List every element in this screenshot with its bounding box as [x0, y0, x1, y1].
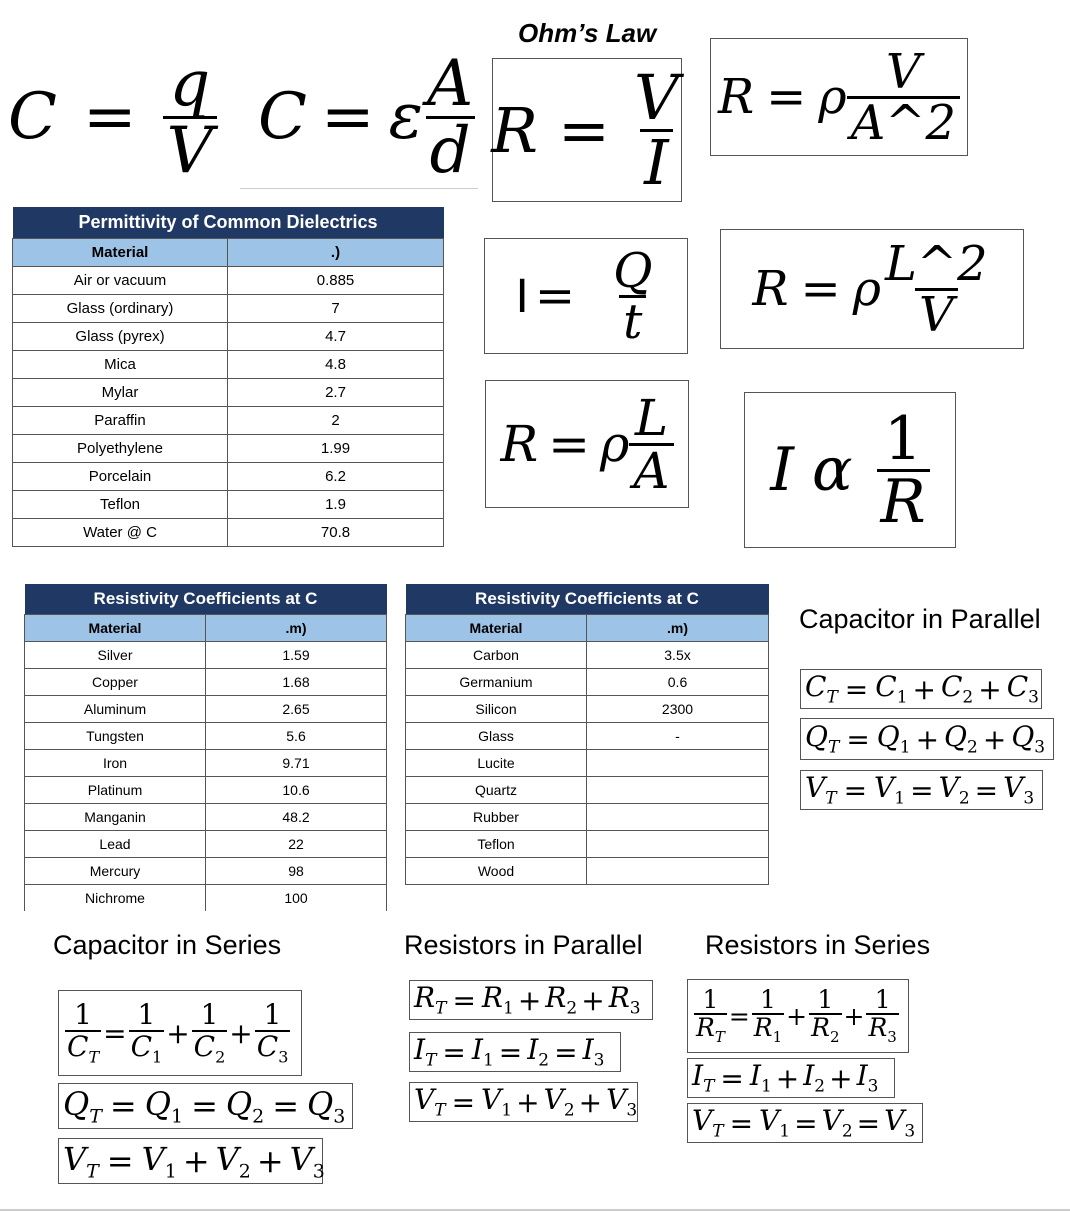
op: +: [915, 722, 940, 756]
table-row: [25, 749, 387, 776]
formula-r-rho-l-a: [485, 380, 689, 508]
term-1: $V_1$: [141, 1139, 177, 1183]
formula-lhs: R: [752, 261, 789, 317]
op: =: [103, 1016, 127, 1050]
op: =: [720, 1061, 744, 1095]
op: =: [109, 1087, 137, 1125]
table-row: [13, 322, 444, 350]
table-row: [406, 803, 769, 830]
cell-material: Teflon: [13, 490, 228, 518]
cell-material: Wood: [406, 857, 587, 884]
table-row: [406, 749, 769, 776]
term-2: $V_2$: [938, 771, 970, 809]
cell-material: Water @ C: [13, 518, 228, 546]
table-row: [406, 668, 769, 695]
cell-value: 3.5x: [587, 641, 769, 668]
section-title-capacitor-parallel: Capacitor in Parallel: [799, 604, 1041, 634]
cell-value: 1.9: [228, 490, 444, 518]
formula-equals: =: [320, 80, 375, 154]
op: =: [498, 1035, 523, 1069]
formula-fraction: [847, 43, 960, 151]
underline-divider: [240, 188, 478, 189]
formula-r-rho-l2-v: [720, 229, 1024, 349]
cell-value: 5.6: [206, 722, 387, 749]
formula-equals: =: [548, 415, 591, 473]
op: +: [982, 722, 1007, 756]
cell-material: Nichrome: [25, 884, 206, 911]
term-total: $I_T$: [414, 1033, 437, 1071]
cell-value: 98: [206, 857, 387, 884]
table-row: [406, 857, 769, 884]
formula-ohms-law: [492, 58, 682, 202]
formula-fraction: [609, 242, 656, 350]
table-row: [25, 695, 387, 722]
cell-value: [587, 749, 769, 776]
eq-cap-parallel-charge-ct: [800, 669, 1042, 709]
table-row: [13, 434, 444, 462]
formula-equals: =: [82, 80, 137, 154]
section-title-resistors-series: Resistors in Series: [705, 930, 931, 960]
formula-fraction: [630, 60, 683, 199]
cell-value: 48.2: [206, 803, 387, 830]
formula-denominator: d: [426, 116, 475, 183]
op: +: [229, 1016, 253, 1050]
column-header-material: Material: [13, 238, 228, 266]
op: =: [856, 1106, 881, 1140]
term-1: $Q_1$: [144, 1084, 184, 1128]
table-row: [406, 830, 769, 857]
cell-material: Aluminum: [25, 695, 206, 722]
table-title: Permittivity of Common Dielectrics: [13, 207, 444, 238]
term-1: $V_1$: [874, 771, 906, 809]
formula-lhs: R: [718, 69, 755, 125]
formula-equals: =: [766, 69, 807, 125]
cell-value: 100: [206, 884, 387, 911]
term-3: $R_3$: [608, 981, 641, 1019]
formula-c-eps-a-d: [258, 42, 477, 192]
formula-denominator: V: [163, 116, 217, 183]
eq-cap-series-inverse: [58, 990, 302, 1076]
column-header-material: Material: [406, 614, 587, 641]
table-row: [406, 695, 769, 722]
op: +: [516, 1085, 540, 1119]
column-header-value: .m): [587, 614, 769, 641]
section-title-resistors-parallel: Resistors in Parallel: [404, 930, 643, 960]
formula-denominator: t: [619, 295, 646, 346]
cell-value: 70.8: [228, 518, 444, 546]
formula-lhs: I: [770, 435, 794, 505]
cell-value: 1.59: [206, 641, 387, 668]
cell-material: Silver: [25, 641, 206, 668]
term-1: $C_1$: [875, 670, 908, 708]
table-row: [13, 462, 444, 490]
op: =: [554, 1035, 578, 1069]
table-row: [406, 722, 769, 749]
term-total: $I_T$: [692, 1059, 715, 1097]
table-row: [25, 722, 387, 749]
fraction-1: $\frac{1}{R_1}$: [753, 984, 783, 1046]
op: +: [843, 1001, 865, 1031]
cell-material: Rubber: [406, 803, 587, 830]
fraction-2: $\frac{1}{R_2}$: [811, 984, 840, 1046]
table-title: Resistivity Coefficients at C: [406, 584, 769, 614]
eq-res-parallel-it: [409, 1032, 621, 1072]
formula-proportional: α: [811, 435, 853, 505]
op: =: [910, 773, 934, 807]
table-row: [13, 406, 444, 434]
table-row: [13, 350, 444, 378]
eq-cap-series-charge-qt: [58, 1083, 353, 1129]
formula-numerator: L: [634, 388, 669, 447]
term-3: $I_3$: [582, 1033, 605, 1071]
cell-material: Glass: [406, 722, 587, 749]
table-row: [25, 803, 387, 830]
fraction-3: $\frac{1}{R_3}$: [868, 984, 897, 1046]
eq-cap-parallel-charge-qt: [800, 718, 1054, 760]
term-3: $C_3$: [1006, 670, 1039, 708]
cell-value: 9.71: [206, 749, 387, 776]
cell-material: Lucite: [406, 749, 587, 776]
formula-numerator: 1: [884, 403, 923, 474]
cell-value: 0.6: [587, 668, 769, 695]
term-total: $C_T$: [805, 670, 838, 708]
cell-material: Germanium: [406, 668, 587, 695]
cell-material: Platinum: [25, 776, 206, 803]
formula-lhs: C: [258, 80, 307, 154]
cell-material: Porcelain: [13, 462, 228, 490]
cell-value: 1.99: [228, 434, 444, 462]
op: =: [846, 722, 870, 756]
term-2: $I_2$: [803, 1059, 826, 1097]
eq-cap-series-voltage-vt: [58, 1138, 323, 1184]
formula-denominator: A^2: [847, 96, 960, 147]
term-total: $V_T$: [414, 1083, 446, 1121]
cell-value: 10.6: [206, 776, 387, 803]
eq-res-parallel-rt: [409, 980, 653, 1020]
op: +: [912, 672, 936, 706]
term-3: $Q_3$: [1011, 720, 1046, 758]
term-3: $Q_3$: [307, 1084, 346, 1128]
term-2: $I_2$: [527, 1033, 550, 1071]
table-row: [25, 641, 387, 668]
op: =: [272, 1087, 300, 1125]
table-title: Resistivity Coefficients at C: [25, 584, 387, 614]
term-total: $V_T$: [692, 1104, 724, 1142]
formula-numerator: V: [885, 43, 921, 100]
cell-value: 2.65: [206, 695, 387, 722]
table-row: [25, 668, 387, 695]
formula-numerator: L^2: [884, 235, 988, 292]
formula-numerator: A: [426, 46, 474, 121]
cell-material: Polyethylene: [13, 434, 228, 462]
eq-res-series-it: [687, 1058, 895, 1098]
resistivity-table-conductors: [24, 584, 387, 911]
cell-material: Silicon: [406, 695, 587, 722]
formula-lhs: C: [8, 80, 57, 154]
cell-material: Iron: [25, 749, 206, 776]
term-2: $V_2$: [543, 1083, 575, 1121]
cell-value: [587, 776, 769, 803]
formula-equals: =: [800, 261, 841, 317]
cell-value: [587, 857, 769, 884]
column-header-material: Material: [25, 614, 206, 641]
cell-material: Teflon: [406, 830, 587, 857]
cell-value: 0.885: [228, 266, 444, 294]
cell-material: Glass (ordinary): [13, 294, 228, 322]
cell-material: Paraffin: [13, 406, 228, 434]
formula-coefficient: ρ: [818, 69, 847, 125]
eq-res-series-vt: [687, 1103, 923, 1143]
cell-value: -: [587, 722, 769, 749]
eq-res-parallel-vt: [409, 1082, 638, 1122]
cell-value: 2300: [587, 695, 769, 722]
term-3: $V_3$: [606, 1083, 638, 1121]
cell-value: 1.68: [206, 668, 387, 695]
formula-numerator: Q: [613, 242, 653, 299]
term-2: $R_2$: [545, 981, 578, 1019]
cell-value: 4.8: [228, 350, 444, 378]
op: =: [106, 1142, 134, 1180]
formula-coefficient: ρ: [852, 261, 881, 317]
fraction-1: $\frac{1}{C_1}$: [130, 998, 163, 1067]
formula-denominator: V: [915, 288, 958, 339]
table-row: [13, 518, 444, 546]
op: +: [166, 1016, 190, 1050]
op: =: [974, 773, 999, 807]
term-total: $V_T$: [63, 1139, 99, 1183]
table-row: [25, 830, 387, 857]
term-1: $V_1$: [481, 1083, 513, 1121]
term-total: $R_T$: [414, 981, 447, 1019]
op: =: [729, 1106, 754, 1140]
term-2: $V_2$: [215, 1139, 251, 1183]
section-title-capacitor-series: Capacitor in Series: [53, 930, 282, 960]
table-row: [25, 776, 387, 803]
formula-lhs: I: [515, 269, 529, 323]
formula-coefficient: ε: [388, 80, 423, 154]
cell-material: Tungsten: [25, 722, 206, 749]
fraction-total: $\frac{1}{R_T}$: [696, 984, 725, 1046]
cell-material: Glass (pyrex): [13, 322, 228, 350]
op: +: [786, 1001, 808, 1031]
term-3: $V_3$: [289, 1139, 325, 1183]
formula-lhs: R: [491, 93, 538, 167]
op: +: [978, 672, 1002, 706]
formula-equals: =: [557, 93, 610, 167]
table-row: [406, 641, 769, 668]
op: =: [794, 1106, 818, 1140]
cell-material: Carbon: [406, 641, 587, 668]
formula-fraction: [629, 388, 673, 500]
cell-value: 4.7: [228, 322, 444, 350]
column-header-value: .): [228, 238, 444, 266]
table-row: [13, 490, 444, 518]
term-2: $V_2$: [821, 1104, 853, 1142]
table-row: [25, 857, 387, 884]
op: +: [775, 1061, 800, 1095]
term-1: $Q_1$: [876, 720, 911, 758]
cell-material: Quartz: [406, 776, 587, 803]
op: =: [728, 1001, 750, 1031]
formula-fraction: [881, 235, 992, 343]
term-total: $Q_T$: [805, 720, 840, 758]
ohms-law-title: Ohm’s Law: [518, 18, 657, 48]
eq-cap-parallel-voltage-vt: [800, 770, 1043, 810]
term-1: $I_1$: [471, 1033, 494, 1071]
table-row: [13, 294, 444, 322]
table-row: [25, 884, 387, 911]
cell-material: Copper: [25, 668, 206, 695]
term-1: $I_1$: [749, 1059, 772, 1097]
cell-value: [587, 830, 769, 857]
term-total: $V_T$: [805, 771, 837, 809]
formula-coefficient: ρ: [600, 415, 630, 473]
cell-material: Lead: [25, 830, 206, 857]
cell-value: 22: [206, 830, 387, 857]
term-2: $C_2$: [940, 670, 974, 708]
term-3: $I_3$: [856, 1059, 879, 1097]
op: =: [452, 983, 476, 1017]
formula-i-alpha-1-r: [744, 392, 956, 548]
op: =: [442, 1035, 466, 1069]
formula-fraction: [163, 46, 217, 188]
resistivity-table-insulators: [405, 584, 769, 885]
term-1: $R_1$: [481, 981, 514, 1019]
eq-res-series-inverse: [687, 979, 909, 1053]
formula-denominator: A: [629, 443, 673, 496]
op: +: [578, 1085, 603, 1119]
permittivity-table: [12, 207, 444, 547]
cell-material: Mylar: [13, 378, 228, 406]
cell-value: 6.2: [228, 462, 444, 490]
column-header-value: .m): [206, 614, 387, 641]
table-row: [13, 266, 444, 294]
cell-value: 2: [228, 406, 444, 434]
op: +: [829, 1061, 853, 1095]
fraction-3: $\frac{1}{C_3}$: [256, 998, 289, 1067]
op: =: [191, 1087, 218, 1125]
cell-value: [587, 803, 769, 830]
table-row: [406, 776, 769, 803]
term-3: $V_3$: [1003, 771, 1035, 809]
op: +: [517, 983, 542, 1017]
formula-r-rho-v-a2: [710, 38, 968, 156]
term-3: $V_3$: [884, 1104, 916, 1142]
formula-lhs: R: [500, 415, 539, 473]
cell-material: Mica: [13, 350, 228, 378]
formula-fraction: [423, 46, 477, 188]
op: =: [844, 672, 869, 706]
term-2: $Q_2$: [225, 1084, 265, 1128]
formula-denominator: I: [640, 129, 673, 194]
table-row: [13, 378, 444, 406]
fraction-2: $\frac{1}{C_2}$: [193, 998, 226, 1067]
term-total: $Q_T$: [63, 1084, 102, 1128]
formula-numerator: q: [169, 46, 211, 121]
formula-i-q-t: [484, 238, 688, 354]
term-1: $V_1$: [759, 1104, 791, 1142]
fraction-total: $\frac{1}{C_T}$: [67, 998, 100, 1067]
op: +: [581, 983, 605, 1017]
op: +: [182, 1142, 210, 1180]
op: =: [451, 1085, 476, 1119]
formula-numerator: V: [633, 60, 679, 134]
op: +: [256, 1142, 284, 1180]
cell-value: 7: [228, 294, 444, 322]
formula-c-q-v: [8, 42, 217, 192]
cell-material: Manganin: [25, 803, 206, 830]
cell-value: 2.7: [228, 378, 444, 406]
op: =: [843, 773, 868, 807]
cell-material: Mercury: [25, 857, 206, 884]
formula-equals: =: [534, 268, 576, 324]
term-2: $Q_2$: [944, 720, 978, 758]
formula-fraction: [877, 403, 930, 537]
formula-denominator: R: [877, 469, 930, 532]
cell-material: Air or vacuum: [13, 266, 228, 294]
